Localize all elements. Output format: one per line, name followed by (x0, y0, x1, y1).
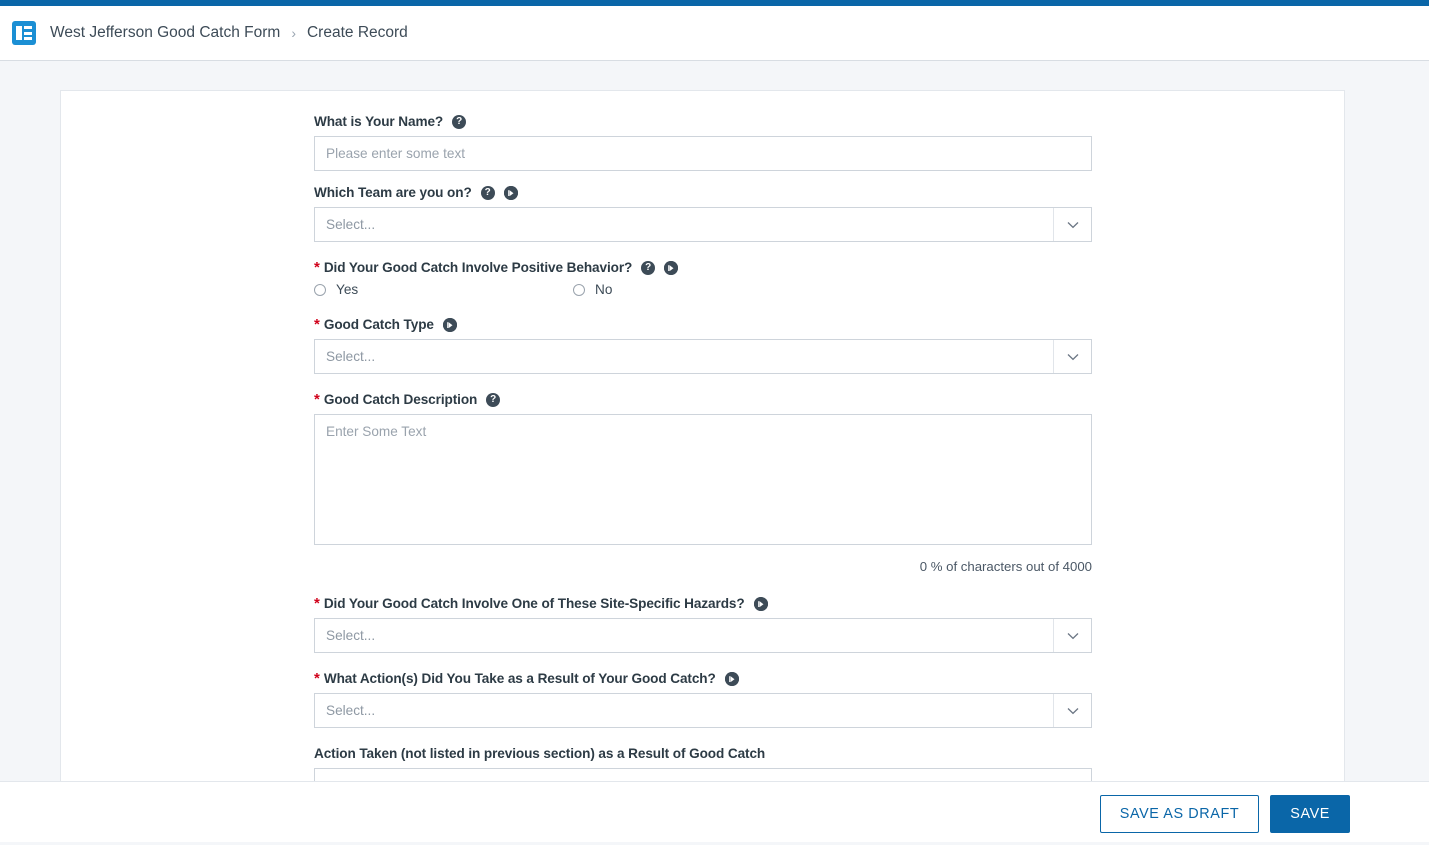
radio-option-yes[interactable] (314, 282, 573, 297)
select-value: Select... (326, 349, 376, 364)
field-which-team (314, 185, 1092, 242)
form-body (314, 114, 1092, 791)
field-label: Good Catch Description (323, 392, 478, 407)
which-team-select[interactable] (314, 207, 1092, 242)
field-label: Good Catch Type (323, 317, 434, 332)
required-indicator: * (314, 259, 320, 276)
field-label-row (314, 317, 1092, 332)
required-indicator: * (314, 391, 320, 408)
field-label: What Action(s) Did You Take as a Result of Your Good Catch? (323, 671, 716, 686)
required-indicator: * (314, 670, 320, 687)
field-label: Action Taken (not listed in previous section) as a Result of Good Catch (314, 746, 766, 761)
radio-circle-icon (314, 284, 326, 296)
actions-taken-select[interactable] (314, 693, 1092, 728)
question-mark-icon[interactable]: ? (452, 115, 466, 129)
breadcrumb (50, 24, 408, 42)
field-label-row (314, 260, 1092, 275)
select-value: Select... (326, 628, 376, 643)
chevron-down-icon[interactable] (1053, 694, 1091, 727)
field-site-specific-hazards (314, 596, 1092, 653)
field-label: Which Team are you on? (314, 185, 472, 200)
field-label-row (314, 671, 1092, 686)
field-good-catch-type (314, 317, 1092, 374)
required-indicator: * (314, 316, 320, 333)
question-mark-icon[interactable]: ? (641, 261, 655, 275)
breadcrumb-app-name[interactable]: West Jefferson Good Catch Form (50, 24, 281, 41)
required-indicator: * (314, 595, 320, 612)
chevron-right-icon: › (291, 25, 296, 41)
history-arrow-icon[interactable] (504, 186, 518, 200)
history-arrow-icon[interactable] (443, 318, 457, 332)
action-bar (0, 781, 1429, 845)
good-catch-description-textarea[interactable] (314, 414, 1092, 545)
select-value: Select... (326, 703, 376, 718)
site-specific-hazards-select[interactable] (314, 618, 1092, 653)
field-label-row (314, 596, 1092, 611)
save-button[interactable]: SAVE (1270, 795, 1350, 833)
app-grid-icon (12, 21, 36, 45)
save-as-draft-button[interactable]: SAVE AS DRAFT (1100, 795, 1260, 833)
field-label-row (314, 185, 1092, 200)
good-catch-type-select[interactable] (314, 339, 1092, 374)
radio-circle-icon (573, 284, 585, 296)
question-mark-icon[interactable]: ? (481, 186, 495, 200)
character-counter: 0 % of characters out of 4000 (919, 559, 1092, 574)
field-good-catch-description (314, 392, 1092, 574)
field-label-row (314, 114, 1092, 129)
radio-label: No (595, 282, 613, 297)
history-arrow-icon[interactable] (664, 261, 678, 275)
field-actions-taken (314, 671, 1092, 728)
field-label-row (314, 746, 1092, 761)
question-mark-icon[interactable]: ? (486, 393, 500, 407)
field-positive-behavior (314, 260, 1092, 297)
name-input[interactable] (314, 136, 1092, 171)
radio-option-no[interactable] (573, 282, 612, 297)
form-card (60, 90, 1345, 791)
history-arrow-icon[interactable] (725, 672, 739, 686)
positive-behavior-radio-group (314, 282, 1092, 297)
field-label-row (314, 392, 1092, 407)
field-label: Did Your Good Catch Involve One of These Site-Specific Hazards? (323, 596, 745, 611)
chevron-down-icon[interactable] (1053, 619, 1091, 652)
field-what-is-your-name (314, 114, 1092, 171)
select-value: Select... (326, 217, 376, 232)
chevron-down-icon[interactable] (1053, 340, 1091, 373)
breadcrumb-current-page: Create Record (306, 24, 408, 41)
app-header (0, 6, 1429, 61)
history-arrow-icon[interactable] (754, 597, 768, 611)
radio-label: Yes (336, 282, 359, 297)
field-label: What is Your Name? (314, 114, 444, 129)
chevron-down-icon[interactable] (1053, 208, 1091, 241)
field-label: Did Your Good Catch Involve Positive Behavior? (323, 260, 633, 275)
